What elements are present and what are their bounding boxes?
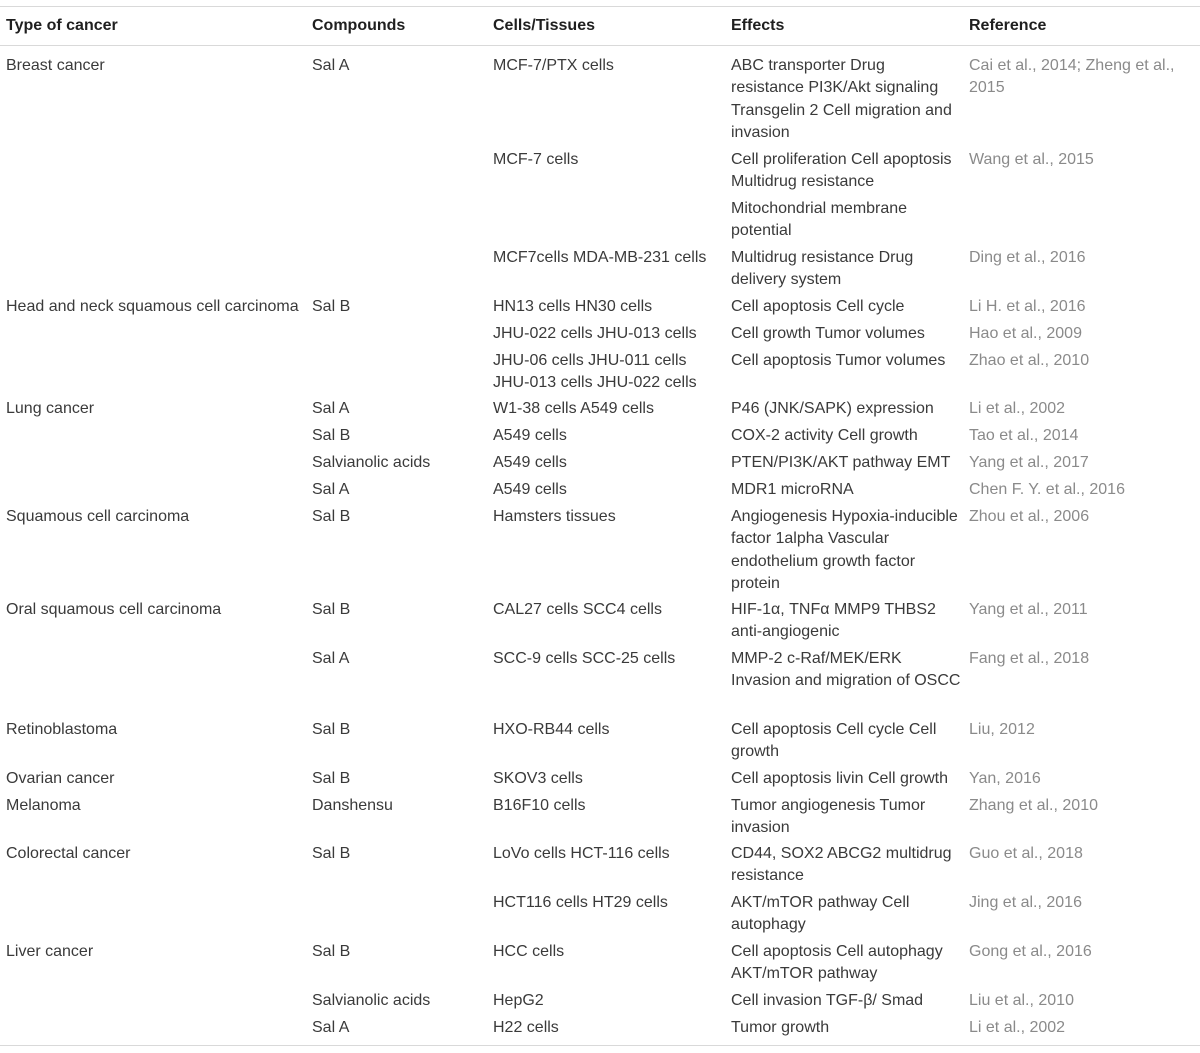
cell-cells-tissues: HN13 cells HN30 cells [493, 298, 653, 315]
cell-reference: Fang et al., 2018 [969, 650, 1090, 667]
cell-effects: Tumor growth [731, 1019, 830, 1036]
cell-type: Head and neck squamous cell carcinoma [6, 298, 299, 315]
cell-effects: MDR1 microRNA [731, 481, 854, 498]
cell-effects: MMP-2 c-Raf/MEK/ERK Invasion and migration of OSCC [731, 650, 961, 690]
cell-cells-tissues: A549 cells [493, 481, 567, 498]
cell-cells-tissues: HCC cells [493, 943, 565, 960]
cell-reference: Liu et al., 2010 [969, 992, 1074, 1009]
cell-type: Melanoma [6, 797, 81, 814]
cell-reference: Wang et al., 2015 [969, 151, 1094, 168]
cell-effects: COX-2 activity Cell growth [731, 427, 918, 444]
cell-compound: Sal A [312, 481, 350, 498]
cell-compound: Sal B [312, 298, 351, 315]
cell-cells-tissues: SCC-9 cells SCC-25 cells [493, 650, 676, 667]
cell-cells-tissues: HCT116 cells HT29 cells [493, 894, 668, 911]
cell-compound: Sal B [312, 721, 351, 738]
cell-cells-tissues: HepG2 [493, 992, 544, 1009]
cell-effects: ABC transporter Drug resistance PI3K/Akt signaling Transgelin 2 Cell migration and invasion [731, 57, 952, 141]
cell-reference: Zhou et al., 2006 [969, 508, 1090, 525]
cell-effects: Cell apoptosis livin Cell growth [731, 770, 948, 787]
cell-compound: Sal A [312, 57, 350, 74]
cell-type: Lung cancer [6, 400, 95, 417]
cell-cells-tissues: SKOV3 cells [493, 770, 583, 787]
cell-reference: Yan, 2016 [969, 770, 1041, 787]
cell-compound: Sal B [312, 770, 351, 787]
cell-compound: Salvianolic acids [312, 992, 431, 1009]
cell-reference: Hao et al., 2009 [969, 325, 1082, 342]
cell-effects: Cell invasion TGF-β/ Smad [731, 992, 924, 1009]
cell-effects: HIF-1α, TNFα MMP9 THBS2 anti-angiogenic [731, 601, 936, 641]
cell-effects: CD44, SOX2 ABCG2 multidrug resistance [731, 845, 952, 885]
cell-cells-tissues: A549 cells [493, 454, 567, 471]
cell-compound: Sal A [312, 650, 350, 667]
cell-compound: Sal B [312, 427, 351, 444]
header-compounds: Compounds [312, 17, 406, 34]
header-rule [0, 45, 1200, 46]
cell-cells-tissues: JHU-022 cells JHU-013 cells [493, 325, 697, 342]
cell-cells-tissues: A549 cells [493, 427, 567, 444]
cell-compound: Sal B [312, 943, 351, 960]
cell-reference: Zhao et al., 2010 [969, 352, 1090, 369]
cell-cells-tissues: MCF-7 cells [493, 151, 579, 168]
cell-type: Squamous cell carcinoma [6, 508, 190, 525]
cell-compound: Danshensu [312, 797, 393, 814]
cell-reference: Tao et al., 2014 [969, 427, 1079, 444]
cell-type: Liver cancer [6, 943, 94, 960]
cell-effects: Angiogenesis Hypoxia-inducible factor 1alpha Vascular endothelium growth factor protein [731, 508, 958, 592]
cell-reference: Yang et al., 2011 [969, 601, 1088, 618]
cell-compound: Sal B [312, 845, 351, 862]
cell-reference: Li et al., 2002 [969, 400, 1066, 417]
cell-compound: Sal B [312, 601, 351, 618]
cell-compound: Sal A [312, 400, 350, 417]
cell-reference: Jing et al., 2016 [969, 894, 1082, 911]
cell-effects: Cell proliferation Cell apoptosis Multidrug resistance [731, 151, 952, 191]
cell-reference: Li H. et al., 2016 [969, 298, 1086, 315]
table-top-rule [0, 6, 1200, 7]
cell-cells-tissues: JHU-06 cells JHU-011 cells JHU-013 cells JHU-022 cells [493, 352, 697, 392]
cell-effects: AKT/mTOR pathway Cell autophagy [731, 894, 910, 934]
cell-reference: Li et al., 2002 [969, 1019, 1066, 1036]
header-reference: Reference [969, 17, 1047, 34]
cell-type: Breast cancer [6, 57, 105, 74]
table-bottom-rule [0, 1045, 1200, 1046]
cell-reference: Guo et al., 2018 [969, 845, 1083, 862]
cell-type: Retinoblastoma [6, 721, 118, 738]
cell-effects: Cell apoptosis Tumor volumes [731, 352, 946, 369]
cell-type: Oral squamous cell carcinoma [6, 601, 222, 618]
cell-cells-tissues: CAL27 cells SCC4 cells [493, 601, 662, 618]
cell-reference: Cai et al., 2014; Zheng et al., 2015 [969, 57, 1175, 97]
cell-effects: Tumor angiogenesis Tumor invasion [731, 797, 926, 837]
cell-type: Colorectal cancer [6, 845, 131, 862]
cell-effects: Multidrug resistance Drug delivery system [731, 249, 914, 289]
cell-cells-tissues: B16F10 cells [493, 797, 586, 814]
cell-cells-tissues: MCF-7/PTX cells [493, 57, 614, 74]
cell-cells-tissues: LoVo cells HCT-116 cells [493, 845, 670, 862]
cell-effects: Cell apoptosis Cell cycle Cell growth [731, 721, 937, 761]
cell-reference: Chen F. Y. et al., 2016 [969, 481, 1125, 498]
cell-reference: Gong et al., 2016 [969, 943, 1092, 960]
header-cells-tissues: Cells/Tissues [493, 17, 595, 34]
cell-effects: P46 (JNK/SAPK) expression [731, 400, 934, 417]
cell-effects: Cell growth Tumor volumes [731, 325, 925, 342]
header-effects: Effects [731, 17, 785, 34]
cell-cells-tissues: Hamsters tissues [493, 508, 616, 525]
cell-reference: Zhang et al., 2010 [969, 797, 1098, 814]
cell-effects: Mitochondrial membrane potential [731, 200, 908, 240]
cell-type: Ovarian cancer [6, 770, 115, 787]
cell-effects: PTEN/PI3K/AKT pathway EMT [731, 454, 951, 471]
cell-compound: Sal B [312, 508, 351, 525]
cell-cells-tissues: MCF7cells MDA-MB-231 cells [493, 249, 707, 266]
cell-compound: Salvianolic acids [312, 454, 431, 471]
cell-reference: Liu, 2012 [969, 721, 1035, 738]
cell-cells-tissues: W1-38 cells A549 cells [493, 400, 654, 417]
cell-effects: Cell apoptosis Cell autophagy AKT/mTOR pathway [731, 943, 943, 983]
header-type-of-cancer: Type of cancer [6, 17, 118, 34]
cell-reference: Yang et al., 2017 [969, 454, 1089, 471]
cell-reference: Ding et al., 2016 [969, 249, 1086, 266]
cell-cells-tissues: H22 cells [493, 1019, 559, 1036]
cell-compound: Sal A [312, 1019, 350, 1036]
cell-cells-tissues: HXO-RB44 cells [493, 721, 610, 738]
cell-effects: Cell apoptosis Cell cycle [731, 298, 905, 315]
